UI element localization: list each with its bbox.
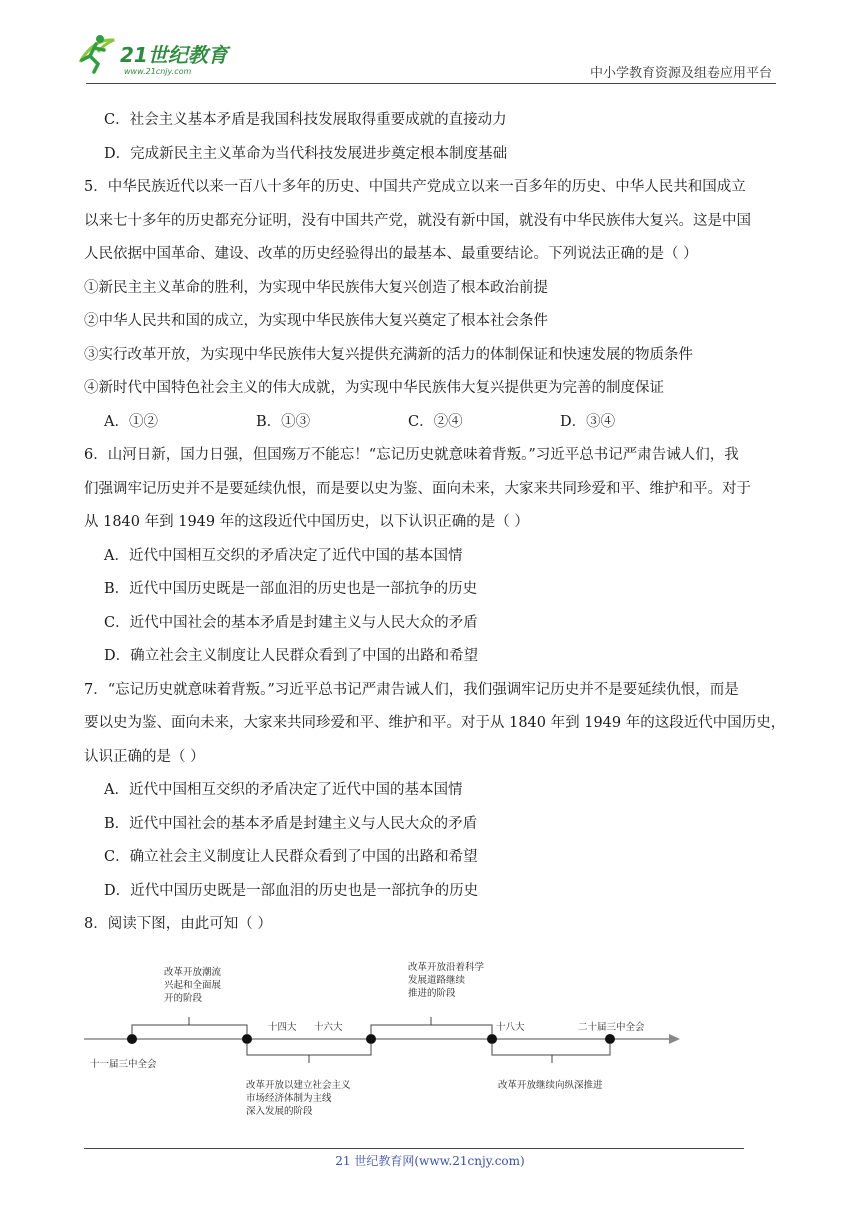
text-line: 6．山河日新，国力日强，但国殇万不能忘！“忘记历史就意味着背叛。”习近平总书记严肃告诫人们，我 — [84, 447, 739, 463]
stage-1-text: 兴起和全面展 — [164, 980, 222, 991]
reform-timeline-diagram — [84, 955, 684, 1135]
text-line: C．确立社会主义制度让人民群众看到了中国的出路和希望 — [104, 849, 478, 865]
text-line: 5．中华民族近代以来一百八十多年的历史、中国共产党成立以来一百多年的历史、中华人民共和国成立 — [84, 179, 746, 195]
text-line: 8．阅读下图，由此可知（ ） — [84, 916, 272, 932]
stage-3-text: 推进的阶段 — [408, 988, 456, 999]
text-line: D．完成新民主主义革命为当代科技发展进步奠定根本制度基础 — [104, 145, 508, 162]
timeline-node — [487, 1034, 497, 1044]
text-line: D．确立社会主义制度让人民群众看到了中国的出路和希望 — [104, 648, 479, 664]
timeline-node — [605, 1034, 615, 1044]
stage-1-text: 改革开放潮流 — [164, 967, 222, 978]
text-line: 要以史为鉴、面向未来，大家来共同珍爱和平、维护和平。对于从 1840 年到 1949 年的这段近代中国历史， — [84, 715, 786, 731]
node-label: 十八大 — [496, 1022, 525, 1033]
stage-2-text: 深入发展的阶段 — [246, 1106, 313, 1117]
q5-option-b[interactable]: B．①③ — [256, 413, 311, 430]
timeline-node — [127, 1034, 137, 1044]
page-header — [0, 0, 860, 90]
text-line: A．近代中国相互交织的矛盾决定了近代中国的基本国情 — [104, 547, 463, 564]
node-label: 十四大 — [268, 1022, 297, 1033]
node-label: 十一届三中全会 — [90, 1059, 157, 1070]
stage-bracket — [371, 1017, 492, 1035]
logo — [74, 30, 244, 80]
q5-options — [84, 406, 780, 440]
document-body — [84, 104, 786, 942]
text-line: 7．“忘记历史就意味着背叛。”习近平总书记严肃告诫人们，我们强调牢记历史并不是要延续仇恨，而是 — [84, 681, 739, 698]
q5-option-d[interactable]: D．③④ — [560, 413, 616, 430]
text-line: 以来七十多年的历史都充分证明，没有中国共产党，就没有新中国，就没有中华民族伟大复兴。这是中国 — [84, 212, 751, 229]
text-line: 认识正确的是（ ） — [84, 748, 205, 765]
stage-4-text: 改革开放继续向纵深推进 — [498, 1080, 603, 1091]
text-line: ③实行改革开放，为实现中华民族伟大复兴提供充满新的活力的体制保证和快速发展的物质条件 — [84, 346, 693, 363]
header-divider — [86, 83, 776, 84]
text-line: B．近代中国历史既是一部血泪的历史也是一部抗争的历史 — [104, 581, 478, 597]
text-line: D．近代中国历史既是一部血泪的历史也是一部抗争的历史 — [104, 882, 479, 899]
stage-bracket — [132, 1017, 247, 1035]
footer-divider — [84, 1148, 744, 1149]
stage-bracket — [247, 1043, 371, 1063]
text-line: ①新民主主义革命的胜利，为实现中华民族伟大复兴创造了根本政治前提 — [84, 279, 548, 296]
logo-subtext: www.21cnjy.com — [124, 67, 192, 76]
text-line: 从 1840 年到 1949 年的这段近代中国历史，以下认识正确的是（ ） — [84, 514, 529, 530]
runner-icon — [80, 35, 114, 72]
node-label: 二十届三中全会 — [578, 1022, 645, 1033]
platform-name: 中小学教育资源及组卷应用平台 — [589, 66, 772, 81]
text-line: ②中华人民共和国的成立，为实现中华民族伟大复兴奠定了根本社会条件 — [84, 313, 548, 329]
stage-2-text: 改革开放以建立社会主义 — [246, 1080, 351, 1091]
text-line: C．社会主义基本矛盾是我国科技发展取得重要成就的直接动力 — [104, 112, 507, 128]
timeline-node — [366, 1034, 376, 1044]
logo-text: 21世纪教育 — [120, 43, 228, 67]
stage-bracket — [492, 1043, 610, 1063]
timeline-arrow-icon — [669, 1034, 680, 1044]
text-line: C．近代中国社会的基本矛盾是封建主义与人民大众的矛盾 — [104, 614, 478, 631]
stage-3-text: 发展道路继续 — [408, 975, 466, 986]
stage-1-text: 开的阶段 — [164, 993, 203, 1004]
timeline-node — [242, 1034, 252, 1044]
text-line: 人民依据中国革命、建设、改革的历史经验得出的最基本、最重要结论。下列说法正确的是（ ） — [84, 246, 698, 262]
q5-option-c[interactable]: C．②④ — [408, 413, 463, 430]
text-line: B．近代中国社会的基本矛盾是封建主义与人民大众的矛盾 — [104, 815, 478, 832]
text-line: A．近代中国相互交织的矛盾决定了近代中国的基本国情 — [104, 782, 463, 798]
stage-2-text: 市场经济体制为主线 — [246, 1093, 332, 1104]
text-line: ④新时代中国特色社会主义的伟大成就，为实现中华民族伟大复兴提供更为完善的制度保证 — [84, 380, 664, 396]
stage-3-text: 改革开放沿着科学 — [408, 962, 485, 973]
node-label: 十六大 — [314, 1022, 343, 1033]
text-line: 们强调牢记历史并不是要延续仇恨，而是要以史为鉴、面向未来，大家来共同珍爱和平、维护和平。对于 — [84, 480, 751, 497]
footer-text[interactable]: 21 世纪教育网(www.21cnjy.com) — [335, 1154, 525, 1168]
q5-option-a[interactable]: A．①② — [104, 413, 158, 430]
